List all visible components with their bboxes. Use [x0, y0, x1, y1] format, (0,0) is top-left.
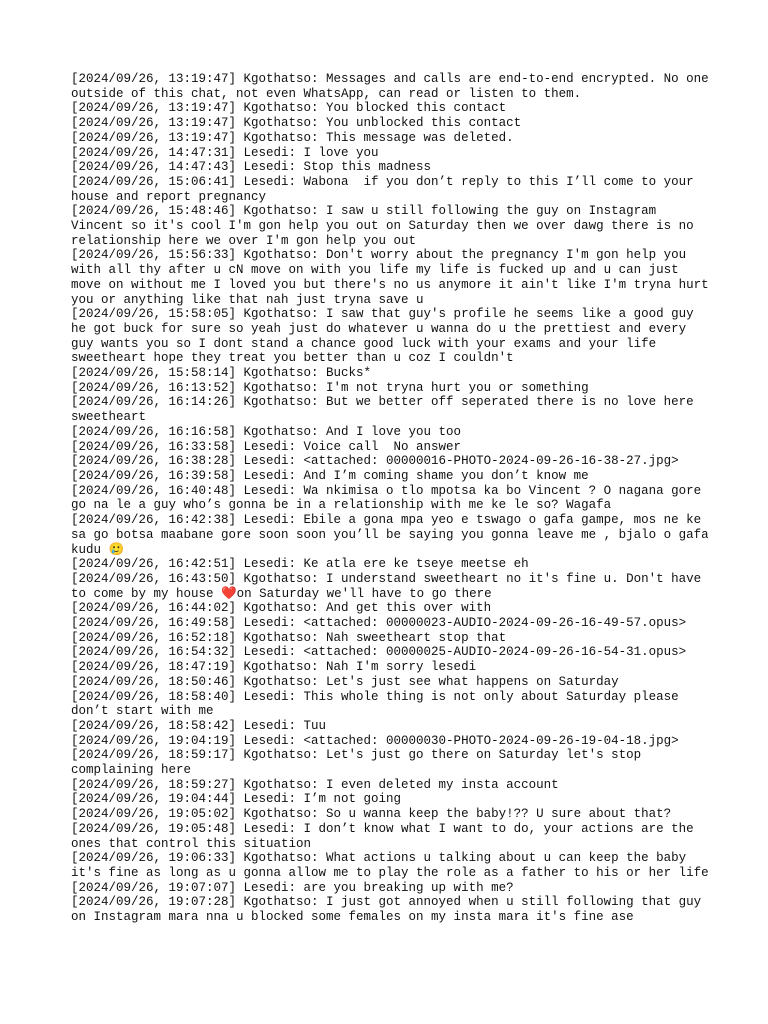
chat-message: [2024/09/26, 16:43:50] Kgothatso: I understand sweetheart no it's fine u. Don't have to come by my house ❤️on Saturday we'll have to go there: [71, 571, 709, 601]
chat-message: [2024/09/26, 19:05:48] Lesedi: I don’t know what I want to do, your actions are the ones that control this situation: [71, 821, 702, 851]
chat-attachment-audio: [2024/09/26, 16:54:32] Lesedi: <attached: 00000025-AUDIO-2024-09-26-16-54-31.opus>: [71, 645, 687, 660]
chat-message: [2024/09/26, 18:58:40] Lesedi: This whole thing is not only about Saturday please don’t start with me: [71, 689, 687, 719]
chat-message: [2024/09/26, 15:06:41] Lesedi: Wabona if you don’t reply to this I’ll come to your house and report pregnancy: [71, 174, 702, 204]
chat-message: [2024/09/26, 15:58:14] Kgothatso: Bucks*: [71, 366, 372, 381]
chat-message: [2024/09/26, 15:56:33] Kgothatso: Don't worry about the pregnancy I'm gon help you with all thy after u cN move on with you life my life is fucked up and u can just move on without me I loved you but there's no us anymore it ain't like I'm tryna hurt you or anything like that nah just tryna save u: [71, 248, 717, 307]
chat-message: [2024/09/26, 14:47:31] Lesedi: I love you: [71, 145, 379, 160]
chat-message: [2024/09/26, 16:42:51] Lesedi: Ke atla ere ke tseye meetse eh: [71, 557, 529, 572]
chat-transcript: [71, 72, 717, 925]
chat-message: [2024/09/26, 13:19:47] Kgothatso: You unblocked this contact: [71, 116, 522, 131]
chat-attachment-photo: [2024/09/26, 16:38:28] Lesedi: <attached: 00000016-PHOTO-2024-09-26-16-38-27.jpg>: [71, 454, 679, 469]
chat-message: [2024/09/26, 13:19:47] Kgothatso: You blocked this contact: [71, 101, 507, 116]
chat-message: [2024/09/26, 15:58:05] Kgothatso: I saw that guy's profile he seems like a good guy he got buck for sure so yeah just do whatever u wanna do u the prettiest and every guy wants you so I dont stand a chance good luck with your exams and your life sweetheart hope they treat you better than u coz I couldn't: [71, 307, 702, 366]
chat-message: [2024/09/26, 19:06:33] Kgothatso: What actions u talking about u can keep the baby it's fine as long as u gonna allow me to play the role as a father to his or her life: [71, 851, 709, 880]
chat-message: [2024/09/26, 13:19:47] Kgothatso: Messages and calls are end-to-end encrypted. No one outside of this chat, not even WhatsApp, can read or listen to them.: [71, 72, 717, 101]
chat-message: [2024/09/26, 18:59:17] Kgothatso: Let's just go there on Saturday let's stop complaining here: [71, 748, 649, 778]
chat-message: [2024/09/26, 16:40:48] Lesedi: Wa nkimisa o tlo mpotsa ka bo Vincent ? O nagana gore go na le a guy who’s gonna be in a relationship with me ke le so? Wagafa: [71, 483, 709, 513]
chat-message: [2024/09/26, 15:48:46] Kgothatso: I saw u still following the guy on Instagram Vincent so it's cool I'm gon help you out on Saturday then we over dawg there is no relationship here we over I'm gon help you out: [71, 204, 702, 248]
chat-message: [2024/09/26, 18:58:42] Lesedi: Tuu: [71, 718, 327, 733]
chat-message: [2024/09/26, 19:07:28] Kgothatso: I just got annoyed when u still following that guy on Instagram mara nna u blocked some females on my insta mara it's fine ase: [71, 895, 709, 925]
chat-message: [2024/09/26, 16:39:58] Lesedi: And I’m coming shame you don’t know me: [71, 468, 589, 483]
chat-message: [2024/09/26, 16:44:02] Kgothatso: And get this over with: [71, 601, 492, 616]
chat-message: [2024/09/26, 16:42:38] Lesedi: Ebile a gona mpa yeo e tswago o gafa gampe, mos ne ke sa go botsa maabane gore soon soon you’ll be saying you gonna leave me , bjalo o gafa kudu 🥲: [71, 513, 717, 557]
chat-message: [2024/09/26, 18:59:27] Kgothatso: I even deleted my insta account: [71, 777, 559, 792]
chat-message: [2024/09/26, 19:04:44] Lesedi: I’m not going: [71, 792, 402, 807]
chat-message: [2024/09/26, 19:05:02] Kgothatso: So u wanna keep the baby!?? U sure about that?: [71, 807, 672, 822]
chat-message: [2024/09/26, 16:16:58] Kgothatso: And I love you too: [71, 424, 462, 439]
chat-message: [2024/09/26, 14:47:43] Lesedi: Stop this madness: [71, 160, 432, 175]
chat-message: [2024/09/26, 16:52:18] Kgothatso: Nah sweetheart stop that: [71, 630, 507, 645]
chat-message: [2024/09/26, 16:33:58] Lesedi: Voice call No answer: [71, 439, 462, 454]
chat-message: [2024/09/26, 18:50:46] Kgothatso: Let's just see what happens on Saturday: [71, 674, 619, 689]
chat-message: [2024/09/26, 16:14:26] Kgothatso: But we better off seperated there is no love here sweetheart: [71, 395, 702, 425]
chat-attachment-audio: [2024/09/26, 16:49:58] Lesedi: <attached: 00000023-AUDIO-2024-09-26-16-49-57.opus>: [71, 616, 687, 631]
chat-message: [2024/09/26, 13:19:47] Kgothatso: This message was deleted.: [71, 130, 514, 145]
chat-message: [2024/09/26, 16:13:52] Kgothatso: I'm not tryna hurt you or something: [71, 380, 589, 395]
chat-message: [2024/09/26, 19:07:07] Lesedi: are you breaking up with me?: [71, 880, 514, 895]
chat-attachment-photo: [2024/09/26, 19:04:19] Lesedi: <attached: 00000030-PHOTO-2024-09-26-19-04-18.jpg>: [71, 733, 679, 748]
chat-message: [2024/09/26, 18:47:19] Kgothatso: Nah I'm sorry lesedi: [71, 660, 477, 675]
